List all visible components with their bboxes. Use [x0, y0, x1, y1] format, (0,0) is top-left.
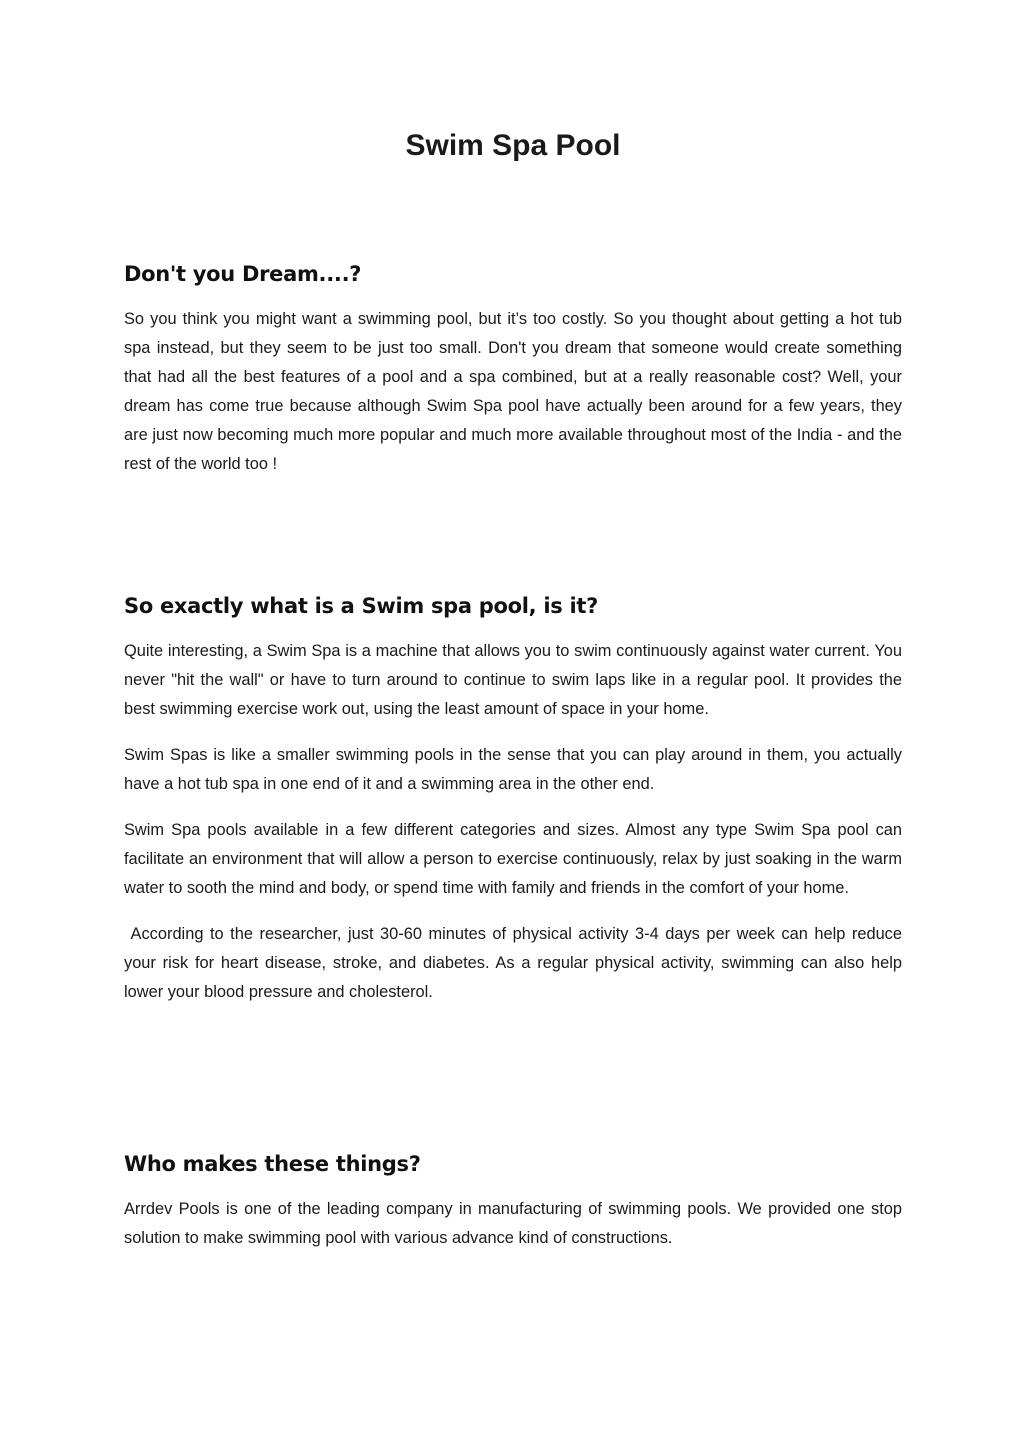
paragraph: According to the researcher, just 30-60 minutes of physical activity 3-4 days per week can help reduce your risk for heart disease, stroke, and diabetes. As a regular physical activity, swimming can also help lower your blood pressure and cholesterol. — [124, 925, 907, 1001]
paragraph: Swim Spas is like a smaller swimming pools in the sense that you can play around in them, you actually have a hot tub spa in one end of it and a swimming area in the other end. — [124, 746, 902, 793]
paragraph: Quite interesting, a Swim Spa is a machine that allows you to swim continuously against water current. You never "hit the wall" or have to turn around to continue to swim laps like in a regular pool. It provides the best swimming exercise work out, using the least amount of space in your home. — [124, 642, 902, 718]
paragraph: Arrdev Pools is one of the leading company in manufacturing of swimming pools. We provided one stop solution to make swimming pool with various advance kind of constructions. — [124, 1200, 902, 1247]
section-who-makes — [124, 1149, 902, 1270]
section-dont-you-dream — [124, 259, 902, 496]
section-what-is-swim-spa — [124, 591, 907, 1024]
document-title: Swim Spa Pool — [405, 129, 621, 162]
section-heading: So exactly what is a Swim spa pool, is it? — [124, 594, 598, 618]
paragraph: Swim Spa pools available in a few different categories and sizes. Almost any type Swim Spa pool can facilitate an environment that will allow a person to exercise continuously, relax by just soaking in the warm water to sooth the mind and body, or spend time with family and friends in the comfort of your home. — [124, 821, 902, 897]
section-heading: Who makes these things? — [124, 1152, 421, 1176]
section-heading: Don't you Dream....? — [124, 262, 362, 286]
paragraph: So you think you might want a swimming pool, but it’s too costly. So you thought about getting a hot tub spa instead, but they seem to be just too small. Don't you dream that someone would create something that had all the best features of a pool and a spa combined, but at a really reasonable cost? Well, your dream has come true because although Swim Spa pool have actually been around for a few years, they are just now becoming much more popular and much more available throughout most of the India - and the rest of the world too ! — [124, 310, 902, 473]
